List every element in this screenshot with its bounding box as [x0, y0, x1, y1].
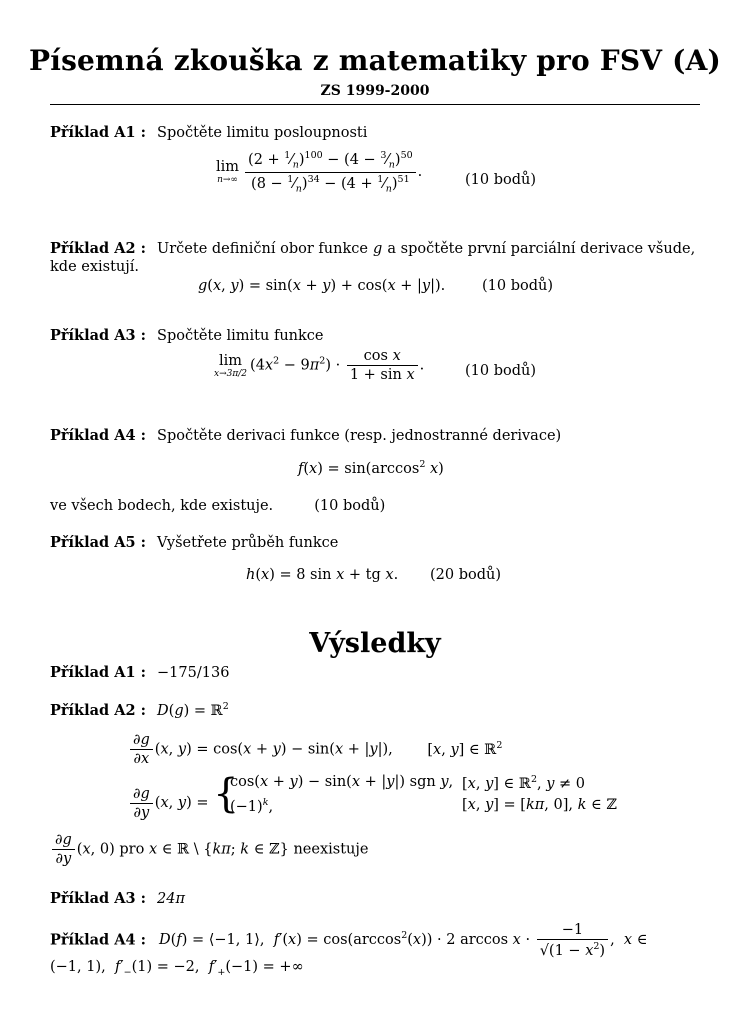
- result-a2-dgdy: $\frac{\partial g}{\partial y}$ (x, y) = {: [128, 774, 239, 821]
- problem-a2-task3: kde existují.: [50, 259, 140, 275]
- result-a4-label: Příklad A4 :: [50, 931, 146, 949]
- problem-a3-formula: lim x→3π/2 $(4x^2 - 9\pi^2)$ · $\frac{\text{cos x}}{\text{1 + sin x}}$ .: [214, 348, 425, 383]
- problem-a1-formula: lim n→∞ $\frac{(2 + ^1⁄_n)^{100} - (4 - ^3⁄_n)^{50}}{(8 - ^1⁄_n)^{34} - (4 + ^1⁄_n)^{51}}$ .: [216, 150, 423, 195]
- result-a2-dgdx: $\frac{\partial g}{\partial x}$ (x, y) = cos(x + y) − sin(x + |y|), [x, y] ∈ ℝ$^2$: [128, 732, 502, 767]
- problem-a2-points: (10 bodů): [482, 278, 554, 294]
- problem-a5-task: Vyšetřete průběh funkce: [157, 535, 339, 551]
- result-a2-case2: $(-1)^k$,: [230, 797, 274, 815]
- problem-a5-heading: [50, 532, 338, 551]
- problem-a4-task: Spočtěte derivaci funkce (resp. jednostranné derivace): [157, 428, 562, 444]
- result-a2: Příklad A2 : D(g) = ℝ$^2$: [50, 701, 229, 719]
- problem-a4-points: (10 bodů): [314, 498, 386, 514]
- result-a2-case2-cond: [x, y] = [kπ, 0], k ∈ ℤ: [462, 797, 617, 813]
- result-a2-case1: cos(x + y) − sin(x + |y|) sgn y,: [230, 774, 454, 790]
- result-a1-label: Příklad A1 :: [50, 664, 146, 681]
- problem-a1-heading: [50, 122, 367, 141]
- result-a1: [50, 662, 229, 681]
- result-a2-pro: pro: [119, 841, 145, 858]
- problem-a2-formula: g(x, y) = sin(x + y) + cos(x + |y|).: [198, 278, 446, 294]
- problem-a5-formula: h(x) = 8 sin x + tg x.: [246, 567, 399, 583]
- problem-a2-label: Příklad A2 :: [50, 240, 146, 257]
- problem-a5-points: (20 bodů): [430, 567, 502, 583]
- page-subtitle: ZS 1999-2000: [320, 83, 430, 99]
- problem-a1-points: (10 bodů): [465, 172, 537, 188]
- header-divider: [50, 104, 700, 105]
- problem-a3-label: Příklad A3 :: [50, 327, 146, 344]
- problem-a5-label: Příklad A5 :: [50, 534, 146, 551]
- problem-a1-label: Příklad A1 :: [50, 124, 146, 141]
- result-a3-value: 24π: [157, 891, 186, 907]
- problem-a2-task2: a spočtěte první parciální derivace všude,: [387, 241, 696, 257]
- result-a2-nonexist: $\frac{\partial g}{\partial y}$ (x, 0) pro x ∈ ℝ \ {kπ; k ∈ ℤ} neexistuje: [50, 832, 368, 867]
- result-a4-cont: (−1, 1), $f'_-(1) = -2$, $f'_+(-1)$ = +∞: [50, 959, 304, 978]
- result-a3-label: Příklad A3 :: [50, 890, 146, 907]
- result-a3: [50, 888, 185, 907]
- problem-a3-points: (10 bodů): [465, 363, 537, 379]
- page-title: Písemná zkouška z matematiky pro FSV (A): [28, 44, 721, 77]
- result-a1-value: −175/136: [157, 665, 230, 681]
- problem-a4-formula: $f(x) = \sin(\arccos^2$ x): [298, 459, 444, 477]
- problem-a4-heading: [50, 425, 561, 444]
- problem-a4-label: Příklad A4 :: [50, 427, 146, 444]
- result-a2-label: Příklad A2 :: [50, 702, 146, 719]
- results-heading: Výsledky: [309, 628, 441, 659]
- problem-a2-task: Určete definiční obor funkce: [157, 241, 368, 257]
- problem-a4-after-text: ve všech bodech, kde existuje.: [50, 498, 274, 514]
- result-a2-case1-cond: [x, y] ∈ ℝ$^2$, y ≠ 0: [462, 774, 586, 792]
- problem-a4-after: [50, 495, 385, 514]
- problem-a1-task: Spočtěte limitu posloupnosti: [157, 125, 368, 141]
- result-a2-neexistuje: neexistuje: [293, 841, 369, 858]
- problem-a3-task: Spočtěte limitu funkce: [157, 328, 324, 344]
- problem-a2-heading: Příklad A2 : Určete definiční obor funkce g a spočtěte první parciální derivace všude,: [50, 240, 696, 257]
- problem-a3-heading: [50, 325, 324, 344]
- result-a4: Příklad A4 : D(f) = ⟨−1, 1⟩, $f'(x) = \cos(\arccos^2(x)) \cdot 2$ arccos x · $\frac{-1}{√(1 - x^2)}$ , x ∈: [50, 922, 648, 959]
